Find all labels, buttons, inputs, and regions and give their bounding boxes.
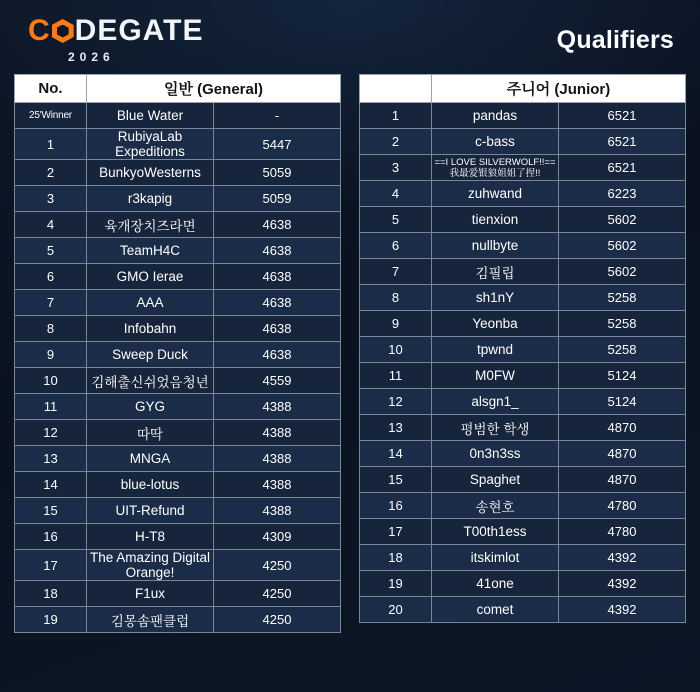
team-name-cell: Yeonba: [432, 311, 559, 337]
team-name-cell: sh1nY: [432, 285, 559, 311]
table-row: [15, 420, 341, 446]
rank-cell: 3: [15, 186, 87, 212]
team-name-cell: itskimlot: [432, 545, 559, 571]
table-row: [15, 524, 341, 550]
team-name-cell: ==I LOVE SILVERWOLF!!==我最爱银狼姐姐了捏!!: [432, 155, 559, 181]
rank-cell: 6: [15, 264, 87, 290]
rank-cell: 8: [15, 316, 87, 342]
rank-cell: 10: [15, 368, 87, 394]
rank-cell: 14: [360, 441, 432, 467]
team-name-cell: Spaghet: [432, 467, 559, 493]
rank-cell: 5: [15, 238, 87, 264]
score-cell: 4638: [214, 238, 341, 264]
rank-cell: 11: [15, 394, 87, 420]
rank-cell: 4: [15, 212, 87, 238]
team-name-cell: tienxion: [432, 207, 559, 233]
score-cell: 4388: [214, 394, 341, 420]
rank-cell: 17: [360, 519, 432, 545]
team-name-cell: zuhwand: [432, 181, 559, 207]
table-row: [360, 519, 686, 545]
header-no: No.: [15, 75, 87, 103]
team-name-cell: blue-lotus: [87, 472, 214, 498]
table-row: [15, 129, 341, 160]
score-cell: 4638: [214, 264, 341, 290]
general-table-body: [15, 103, 341, 633]
table-row: [15, 160, 341, 186]
score-cell: 4638: [214, 316, 341, 342]
score-cell: 6521: [559, 103, 686, 129]
score-cell: 4392: [559, 545, 686, 571]
rank-cell: 19: [360, 571, 432, 597]
table-row: [360, 129, 686, 155]
rank-cell: 1: [15, 129, 87, 160]
team-name-cell: MNGA: [87, 446, 214, 472]
logo-year: 2026: [68, 50, 115, 64]
table-row: [15, 446, 341, 472]
team-name-cell: BunkyoWesterns: [87, 160, 214, 186]
rank-cell: 8: [360, 285, 432, 311]
table-row: [360, 467, 686, 493]
score-cell: 4388: [214, 446, 341, 472]
team-name-cell: T00th1ess: [432, 519, 559, 545]
table-row: [15, 316, 341, 342]
score-cell: 5059: [214, 160, 341, 186]
score-cell: 6223: [559, 181, 686, 207]
rank-cell: 15: [15, 498, 87, 524]
table-header-row: [360, 75, 686, 103]
rank-cell: 9: [360, 311, 432, 337]
team-name-cell: TeamH4C: [87, 238, 214, 264]
header-no: [360, 75, 432, 103]
team-name-cell: Blue Water: [87, 103, 214, 129]
score-cell: 5258: [559, 285, 686, 311]
score-cell: 4780: [559, 519, 686, 545]
rank-cell: 4: [360, 181, 432, 207]
table-row: [360, 337, 686, 363]
rank-cell: 6: [360, 233, 432, 259]
junior-table-body: [360, 103, 686, 623]
score-cell: 5602: [559, 207, 686, 233]
team-name-cell: RubiyaLab Expeditions: [87, 129, 214, 160]
team-name-cell: Infobahn: [87, 316, 214, 342]
header-division: 일반 (General): [87, 75, 341, 103]
team-name-cell: c-bass: [432, 129, 559, 155]
rank-cell: 18: [15, 581, 87, 607]
table-row: [360, 441, 686, 467]
table-row: [360, 363, 686, 389]
codegate-logo: [28, 16, 203, 64]
table-row: [15, 472, 341, 498]
score-cell: 5059: [214, 186, 341, 212]
table-row: [360, 597, 686, 623]
rank-cell: 7: [15, 290, 87, 316]
table-row: [15, 607, 341, 633]
score-cell: 4638: [214, 342, 341, 368]
table-row: [360, 155, 686, 181]
team-name-cell: 따딱: [87, 420, 214, 446]
score-cell: 5258: [559, 311, 686, 337]
hexagon-icon: [52, 19, 74, 43]
team-name-cell: 육개장치즈라면: [87, 212, 214, 238]
team-name-cell: comet: [432, 597, 559, 623]
team-name-cell: 41one: [432, 571, 559, 597]
score-cell: 6521: [559, 129, 686, 155]
table-row: [15, 103, 341, 129]
score-cell: 4870: [559, 467, 686, 493]
table-row: [360, 181, 686, 207]
score-cell: 5602: [559, 259, 686, 285]
table-row: [360, 259, 686, 285]
rank-cell: 14: [15, 472, 87, 498]
table-row: [360, 207, 686, 233]
rank-cell: 7: [360, 259, 432, 285]
table-row: [15, 394, 341, 420]
general-column: [14, 74, 341, 633]
rank-cell: 20: [360, 597, 432, 623]
table-row: [15, 212, 341, 238]
table-row: [15, 264, 341, 290]
table-row: [15, 290, 341, 316]
score-cell: 4559: [214, 368, 341, 394]
score-cell: 4388: [214, 498, 341, 524]
rank-cell: 13: [15, 446, 87, 472]
team-name-cell: alsgn1_: [432, 389, 559, 415]
score-cell: 4780: [559, 493, 686, 519]
page-header: [0, 0, 700, 70]
score-cell: 4388: [214, 472, 341, 498]
rank-cell: 17: [15, 550, 87, 581]
score-cell: 4638: [214, 212, 341, 238]
rank-cell: 9: [15, 342, 87, 368]
score-cell: -: [214, 103, 341, 129]
team-name-cell: 평범한 학생: [432, 415, 559, 441]
logo-letters: DEGATE: [74, 14, 204, 47]
rank-cell: 3: [360, 155, 432, 181]
rank-cell: 2: [360, 129, 432, 155]
table-row: [360, 571, 686, 597]
team-name-cell: pandas: [432, 103, 559, 129]
rank-cell: 12: [360, 389, 432, 415]
rank-cell: 10: [360, 337, 432, 363]
team-name-cell: F1ux: [87, 581, 214, 607]
junior-table: [359, 74, 686, 623]
team-name-cell: 김해출신쉬었음청년: [87, 368, 214, 394]
rank-cell: 11: [360, 363, 432, 389]
score-cell: 6521: [559, 155, 686, 181]
table-row: [15, 342, 341, 368]
team-name-cell: AAA: [87, 290, 214, 316]
score-cell: 5447: [214, 129, 341, 160]
score-cell: 4250: [214, 581, 341, 607]
table-row: [360, 233, 686, 259]
score-cell: 4309: [214, 524, 341, 550]
team-name-cell: Sweep Duck: [87, 342, 214, 368]
score-cell: 4250: [214, 550, 341, 581]
team-name-cell: The Amazing Digital Orange!: [87, 550, 214, 581]
team-name-cell: 0n3n3ss: [432, 441, 559, 467]
team-name-cell: nullbyte: [432, 233, 559, 259]
score-cell: 4250: [214, 607, 341, 633]
rank-cell: 16: [360, 493, 432, 519]
table-row: [360, 545, 686, 571]
team-name-cell: 김필립: [432, 259, 559, 285]
score-cell: 5602: [559, 233, 686, 259]
team-name-cell: M0FW: [432, 363, 559, 389]
rank-cell: 18: [360, 545, 432, 571]
logo-letter-c: C: [28, 14, 51, 47]
rank-cell: 16: [15, 524, 87, 550]
rank-cell: 2: [15, 160, 87, 186]
table-header-row: [15, 75, 341, 103]
team-name-cell: GYG: [87, 394, 214, 420]
rank-cell: 25'Winner: [15, 103, 87, 129]
team-name-cell: r3kapig: [87, 186, 214, 212]
team-name-cell: 김몽솜팬클럽: [87, 607, 214, 633]
junior-column: [359, 74, 686, 633]
general-table: [14, 74, 341, 633]
rank-cell: 12: [15, 420, 87, 446]
table-row: [360, 103, 686, 129]
page-title: Qualifiers: [556, 26, 674, 54]
score-cell: 5124: [559, 363, 686, 389]
team-name-cell: 송현호: [432, 493, 559, 519]
rank-cell: 19: [15, 607, 87, 633]
score-cell: 4638: [214, 290, 341, 316]
table-row: [360, 493, 686, 519]
team-name-cell: tpwnd: [432, 337, 559, 363]
table-row: [15, 368, 341, 394]
team-name-cell: GMO Ierae: [87, 264, 214, 290]
score-cell: 4870: [559, 415, 686, 441]
score-cell: 4392: [559, 571, 686, 597]
score-cell: 5124: [559, 389, 686, 415]
tables-container: [0, 70, 700, 633]
header-division: 주니어 (Junior): [432, 75, 686, 103]
score-cell: 4392: [559, 597, 686, 623]
table-row: [15, 581, 341, 607]
rank-cell: 1: [360, 103, 432, 129]
table-row: [15, 186, 341, 212]
rank-cell: 15: [360, 467, 432, 493]
rank-cell: 13: [360, 415, 432, 441]
table-row: [360, 311, 686, 337]
logo-wordmark: [28, 16, 203, 46]
team-name-cell: UIT-Refund: [87, 498, 214, 524]
table-row: [360, 389, 686, 415]
table-row: [360, 285, 686, 311]
table-row: [15, 550, 341, 581]
table-row: [15, 498, 341, 524]
team-name-cell: H-T8: [87, 524, 214, 550]
score-cell: 4870: [559, 441, 686, 467]
score-cell: 4388: [214, 420, 341, 446]
table-row: [15, 238, 341, 264]
rank-cell: 5: [360, 207, 432, 233]
score-cell: 5258: [559, 337, 686, 363]
table-row: [360, 415, 686, 441]
